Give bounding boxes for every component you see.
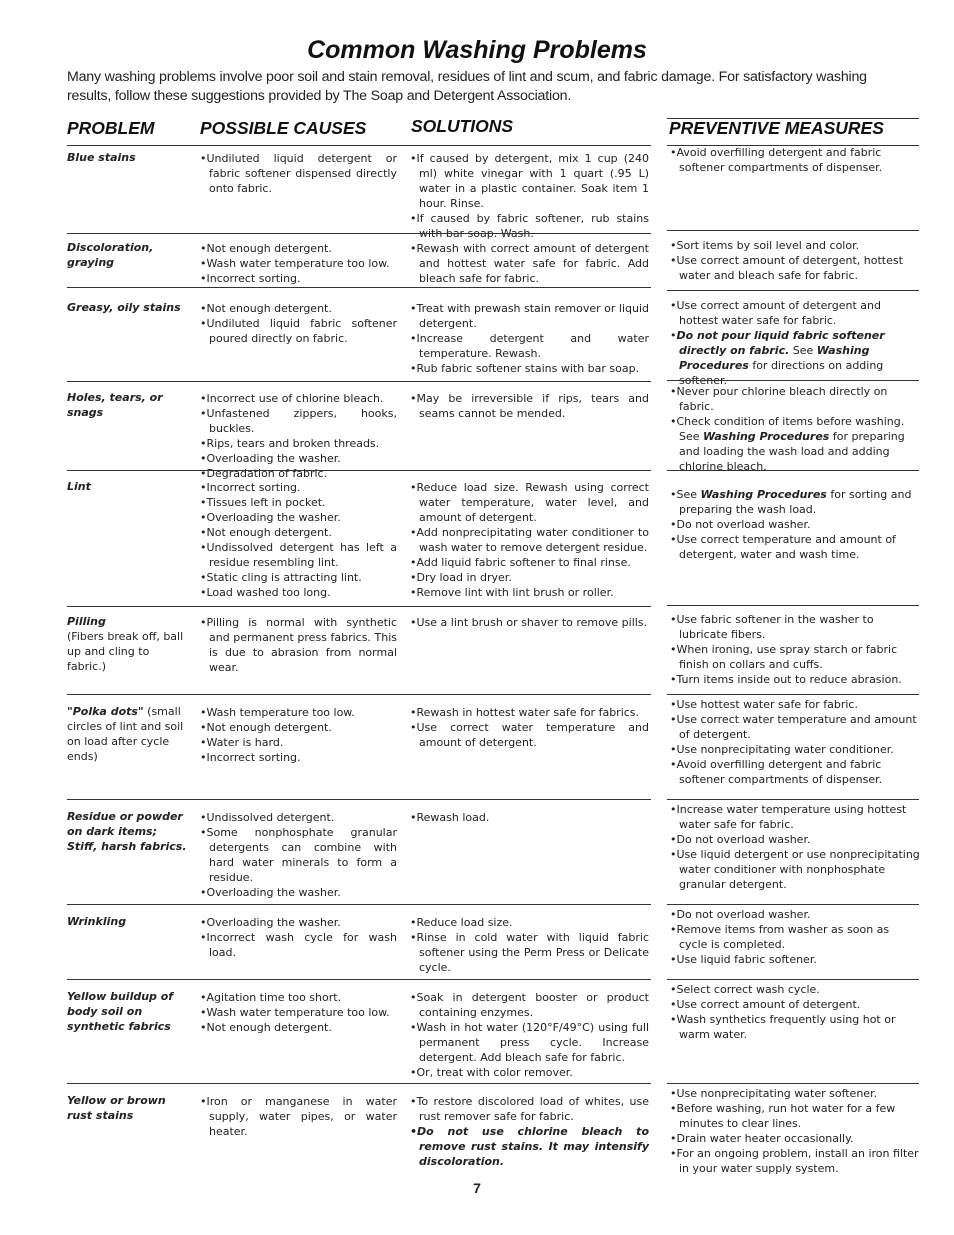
row-divider-right [667, 605, 919, 606]
list-item: • Use correct water temperature and amount of detergent. [670, 712, 920, 742]
list-item: • Or, treat with color remover. [410, 1065, 649, 1080]
preventive-cell [670, 697, 920, 787]
problem-cell [67, 300, 187, 315]
preventive-cell [670, 384, 920, 474]
list-item: • Add liquid fabric softener to final rinse. [410, 555, 649, 570]
intro-paragraph: Many washing problems involve poor soil and stain removal, residues of lint and scum, and fabric damage. For satisfactory washing results, follow these suggestions provided by The Soap and Detergent Association. [67, 69, 867, 104]
list-item: • Use correct amount of detergent and hottest water safe for fabric. [670, 298, 920, 328]
list-item: • Use nonprecipitating water conditioner. [670, 742, 920, 757]
problem-name: Blue stains [67, 151, 136, 164]
row-divider-right [667, 380, 919, 381]
list-item: • Rips, tears and broken threads. [200, 436, 397, 451]
list-item: • To restore discolored load of whites, use rust remover safe for fabric. [410, 1094, 649, 1124]
row-divider-left [67, 904, 651, 905]
row-divider-right [667, 230, 919, 231]
list-item: • Use hottest water safe for fabric. [670, 697, 920, 712]
list-item: • Wash water temperature too low. [200, 1005, 397, 1020]
preventive-cell [670, 802, 920, 892]
row-divider-right [667, 979, 919, 980]
row-divider-left [67, 287, 651, 288]
list-item: • Do not overload washer. [670, 517, 920, 532]
header-preventive-measures: PREVENTIVE MEASURES [669, 118, 884, 138]
causes-cell [200, 705, 397, 765]
list-item: • Not enough detergent. [200, 301, 397, 316]
problem-cell [67, 1093, 187, 1123]
list-item: • Incorrect use of chlorine bleach. [200, 391, 397, 406]
problem-cell [67, 390, 187, 420]
list-item: • Use correct amount of detergent. [670, 997, 920, 1012]
list-item: • Avoid overfilling detergent and fabric softener compartments of dispenser. [670, 145, 920, 175]
solutions-cell [410, 705, 649, 750]
causes-cell [200, 915, 397, 960]
preventive-cell [670, 612, 920, 687]
list-item: • Undissolved detergent has left a residue resembling lint. [200, 540, 397, 570]
solutions-cell [410, 301, 649, 376]
list-item: • Pilling is normal with synthetic and permanent press fabrics. This is due to abrasion from normal wear. [200, 615, 397, 675]
row-divider-left [67, 606, 651, 607]
preventive-cell [670, 238, 920, 283]
list-item: • Overloading the washer. [200, 915, 397, 930]
causes-cell [200, 615, 397, 675]
list-item: • Treat with prewash stain remover or liquid detergent. [410, 301, 649, 331]
row-divider-right [667, 799, 919, 800]
problem-name: Wrinkling [67, 915, 127, 928]
list-item: • Use correct amount of detergent, hottest water and bleach safe for fabric. [670, 253, 920, 283]
preventive-cell [670, 145, 920, 175]
list-item: • Incorrect sorting. [200, 480, 397, 495]
list-item: • Use liquid detergent or use nonprecipitating water conditioner with nonphosphate granular detergent. [670, 847, 920, 892]
causes-cell [200, 1094, 397, 1139]
problem-cell [67, 914, 187, 929]
list-item: • Overloading the washer. [200, 451, 397, 466]
list-item: • Overloading the washer. [200, 885, 397, 900]
row-divider-right [667, 694, 919, 695]
causes-cell [200, 241, 397, 286]
list-item: • See Washing Procedures for sorting and preparing the wash load. [670, 487, 920, 517]
causes-cell [200, 990, 397, 1035]
list-item: • Rewash with correct amount of detergent and hottest water safe for fabric. Add bleach safe for fabric. [410, 241, 649, 286]
list-item: • If caused by detergent, mix 1 cup (240 ml) white vinegar with 1 quart (.95 L) water in a plastic container. Soak item 1 hour. Rinse. [410, 151, 649, 211]
row-divider-right [667, 470, 919, 471]
list-item: • If caused by fabric softener, rub stains with bar soap. Wash. [410, 211, 649, 241]
problem-note: (Fibers break off, ball up and cling to fabric.) [67, 630, 184, 673]
preventive-cell [670, 298, 920, 388]
problem-cell [67, 704, 187, 764]
page-number: 7 [473, 1180, 481, 1196]
problem-name: Yellow or brown rust stains [67, 1094, 166, 1122]
list-item: • May be irreversible if rips, tears and seams cannot be mended. [410, 391, 649, 421]
problem-note: (small circles of lint and soil on load after cycle ends) [67, 705, 184, 763]
list-item: • Water is hard. [200, 735, 397, 750]
header-underline-left [67, 145, 651, 146]
row-divider-right [667, 1083, 919, 1084]
list-item: • Some nonphosphate granular detergents can combine with hard water minerals to form a residue. [200, 825, 397, 885]
row-divider-left [67, 694, 651, 695]
list-item: • Turn items inside out to reduce abrasion. [670, 672, 920, 687]
list-item-bold: • Do not use chlorine bleach to remove rust stains. It may intensify discoloration. [410, 1124, 649, 1169]
list-item: • Not enough detergent. [200, 241, 397, 256]
list-item: • Increase water temperature using hottest water safe for fabric. [670, 802, 920, 832]
header-solutions: SOLUTIONS [411, 116, 514, 136]
list-item: • Increase detergent and water temperature. Rewash. [410, 331, 649, 361]
row-divider-left [67, 470, 651, 471]
causes-cell [200, 151, 397, 196]
problem-name: Discoloration, graying [67, 241, 154, 269]
list-item: • Static cling is attracting lint. [200, 570, 397, 585]
solutions-cell [410, 480, 649, 600]
list-item: • Never pour chlorine bleach directly on fabric. [670, 384, 920, 414]
list-item: • Rub fabric softener stains with bar soap. [410, 361, 649, 376]
list-item: • Undissolved detergent. [200, 810, 397, 825]
preventive-cell [670, 1086, 920, 1176]
row-divider-left [67, 233, 651, 234]
emphasis: Washing Procedures [679, 344, 870, 372]
list-item: • Unfastened zippers, hooks, buckles. [200, 406, 397, 436]
list-item: • Incorrect sorting. [200, 271, 397, 286]
list-item: • Soak in detergent booster or product containing enzymes. [410, 990, 649, 1020]
solutions-cell [410, 241, 649, 286]
list-item: • Degradation of fabric. [200, 466, 397, 481]
list-item: • Remove lint with lint brush or roller. [410, 585, 649, 600]
solutions-cell [410, 615, 649, 630]
problem-cell [67, 809, 187, 854]
row-divider-right [667, 904, 919, 905]
list-item: • Use a lint brush or shaver to remove pills. [410, 615, 649, 630]
emphasis: Washing Procedures [700, 488, 827, 501]
list-item: • Load washed too long. [200, 585, 397, 600]
list-item: • Wash water temperature too low. [200, 256, 397, 271]
solutions-cell [410, 915, 649, 975]
list-item: • Agitation time too short. [200, 990, 397, 1005]
list-item: • Use fabric softener in the washer to lubricate fibers. [670, 612, 920, 642]
header-top-rule-right [667, 118, 919, 119]
list-item: • Not enough detergent. [200, 720, 397, 735]
row-divider-left [67, 979, 651, 980]
list-item: • Rinse in cold water with liquid fabric softener using the Perm Press or Delicate cycle. [410, 930, 649, 975]
emphasis: Do not pour liquid fabric softener directly on fabric. [676, 329, 885, 357]
problem-cell [67, 614, 187, 674]
problem-name: "Polka dots" [67, 705, 144, 718]
page-title: Common Washing Problems [307, 36, 647, 64]
list-item: • Avoid overfilling detergent and fabric softener compartments of dispenser. [670, 757, 920, 787]
problem-cell [67, 150, 187, 165]
solutions-cell [410, 151, 649, 241]
header-possible-causes: POSSIBLE CAUSES [200, 118, 367, 138]
list-item: • Not enough detergent. [200, 525, 397, 540]
solutions-cell [410, 391, 649, 421]
problem-cell [67, 240, 187, 270]
list-item: • Reduce load size. Rewash using correct water temperature, water level, and amount of detergent. [410, 480, 649, 525]
list-item: • Rewash load. [410, 810, 649, 825]
list-item: • Use correct water temperature and amount of detergent. [410, 720, 649, 750]
preventive-cell [670, 907, 920, 967]
list-item: • Select correct wash cycle. [670, 982, 920, 997]
list-item: • Sort items by soil level and color. [670, 238, 920, 253]
list-item: • Incorrect sorting. [200, 750, 397, 765]
causes-cell [200, 480, 397, 600]
list-item: • Wash in hot water (120°F/49°C) using full permanent press cycle. Increase detergent. Add bleach safe for fabric. [410, 1020, 649, 1065]
list-item: • Undiluted liquid fabric softener poured directly on fabric. [200, 316, 397, 346]
solutions-cell [410, 810, 649, 825]
list-item: • Use liquid fabric softener. [670, 952, 920, 967]
list-item: • Use correct temperature and amount of detergent, water and wash time. [670, 532, 920, 562]
list-item: • Do not overload washer. [670, 832, 920, 847]
problem-name: Lint [67, 480, 91, 493]
list-item: • Remove items from washer as soon as cycle is completed. [670, 922, 920, 952]
preventive-cell [670, 487, 920, 562]
preventive-cell [670, 982, 920, 1042]
causes-cell [200, 810, 397, 900]
list-item: • Not enough detergent. [200, 1020, 397, 1035]
list-item: • Wash synthetics frequently using hot or warm water. [670, 1012, 920, 1042]
row-divider-left [67, 381, 651, 382]
causes-cell [200, 391, 397, 481]
list-item: • For an ongoing problem, install an iron filter in your water supply system. [670, 1146, 920, 1176]
list-item: • Overloading the washer. [200, 510, 397, 525]
problem-cell [67, 479, 187, 494]
problem-name: Yellow buildup of body soil on synthetic fabrics [67, 990, 174, 1033]
list-item: • Do not pour liquid fabric softener directly on fabric. See Washing Procedures for directions on adding softener. [670, 328, 920, 388]
row-divider-right [667, 290, 919, 291]
list-item: • Before washing, run hot water for a few minutes to clear lines. [670, 1101, 920, 1131]
list-item: • Incorrect wash cycle for wash load. [200, 930, 397, 960]
list-item: • Dry load in dryer. [410, 570, 649, 585]
list-item: • Tissues left in pocket. [200, 495, 397, 510]
problem-name: Greasy, oily stains [67, 301, 181, 314]
causes-cell [200, 301, 397, 346]
header-problem: PROBLEM [67, 118, 155, 138]
list-item: • Do not overload washer. [670, 907, 920, 922]
solutions-cell [410, 1094, 649, 1169]
problem-name: Holes, tears, or snags [67, 391, 163, 419]
problem-cell [67, 989, 187, 1034]
emphasis: Washing Procedures [703, 430, 830, 443]
list-item: • Wash temperature too low. [200, 705, 397, 720]
problem-name: Residue or powder on dark items; Stiff, harsh fabrics. [67, 810, 187, 853]
problem-name: Pilling [67, 615, 106, 628]
list-item: • Drain water heater occasionally. [670, 1131, 920, 1146]
list-item: • Check condition of items before washing. See Washing Procedures for preparing and loading the wash load and adding chlorine bleach. [670, 414, 920, 474]
list-item: • When ironing, use spray starch or fabric finish on collars and cuffs. [670, 642, 920, 672]
list-item: • Iron or manganese in water supply, water pipes, or water heater. [200, 1094, 397, 1139]
list-item: • Add nonprecipitating water conditioner to wash water to remove detergent residue. [410, 525, 649, 555]
list-item: • Use nonprecipitating water softener. [670, 1086, 920, 1101]
list-item: • Undiluted liquid detergent or fabric softener dispensed directly onto fabric. [200, 151, 397, 196]
list-item: • Rewash in hottest water safe for fabrics. [410, 705, 649, 720]
solutions-cell [410, 990, 649, 1080]
list-item: • Reduce load size. [410, 915, 649, 930]
row-divider-left [67, 799, 651, 800]
row-divider-left [67, 1083, 651, 1084]
